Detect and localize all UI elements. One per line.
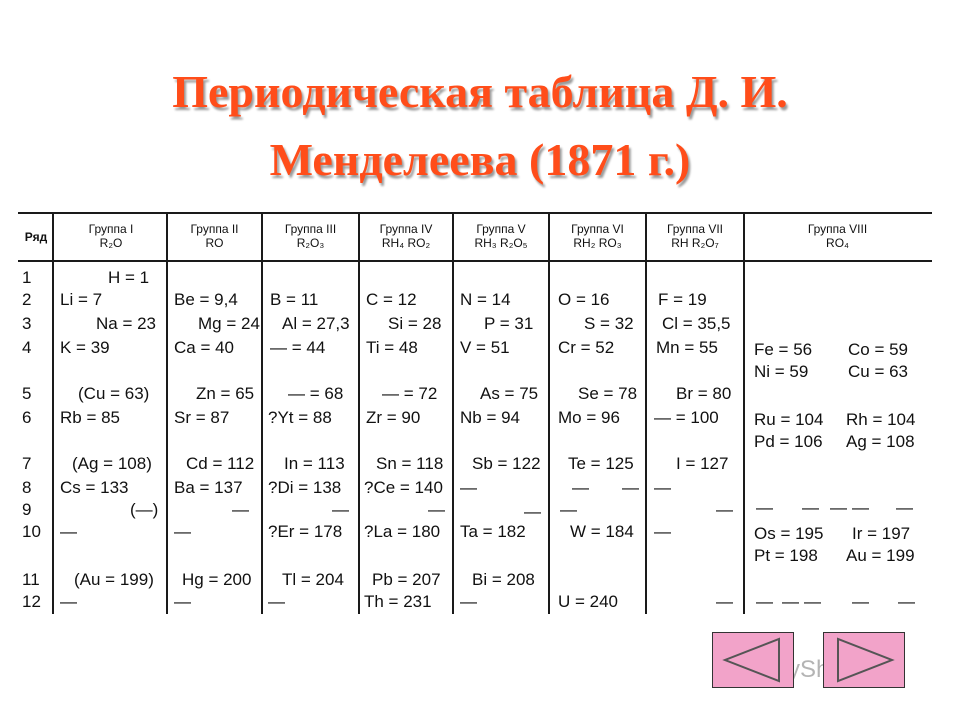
element-cell: Cl = 35,5 — [662, 314, 731, 333]
group-formula: RH₃ R₂O₅ — [474, 236, 528, 250]
element-cell: ?Ce = 140 — [364, 478, 443, 497]
row-number: 3 — [22, 314, 32, 333]
element-cell: Be = 9,4 — [174, 290, 238, 309]
element-cell: Bi = 208 — [472, 570, 535, 589]
element-cell: Ru = 104 — [754, 410, 824, 429]
group-name: Группа IV — [379, 222, 433, 236]
element-cell: — = 68 — [288, 384, 344, 403]
element-cell: As = 75 — [480, 384, 539, 403]
element-cell: — — [898, 592, 915, 611]
element-cell: Rh = 104 — [846, 410, 916, 429]
element-cell: Nb = 94 — [460, 408, 521, 427]
element-cell: — — [716, 592, 733, 611]
element-cell: — — [896, 498, 913, 517]
element-cell: Mn = 55 — [656, 338, 718, 357]
element-cell: — — [460, 592, 477, 611]
element-cell: Ba = 137 — [174, 478, 243, 497]
element-cell: Pb = 207 — [372, 570, 441, 589]
element-cell: Li = 7 — [60, 290, 103, 309]
element-cell: Ti = 48 — [366, 338, 418, 357]
element-cell: — = 44 — [270, 338, 326, 357]
group-name: Группа III — [284, 222, 337, 236]
group-name: Группа I — [88, 222, 134, 236]
group-name: Группа VI — [571, 222, 624, 236]
group-header — [360, 222, 452, 250]
column-divider — [261, 214, 263, 614]
element-cell: Ag = 108 — [846, 432, 915, 451]
element-cell: — — [268, 592, 285, 611]
element-cell: Os = 195 — [754, 524, 824, 543]
element-cell: F = 19 — [658, 290, 707, 309]
group-header — [56, 222, 166, 250]
element-cell: — — [174, 592, 191, 611]
element-cell: — — [332, 500, 349, 519]
group-formula: RH₄ RO₂ — [381, 236, 431, 250]
element-cell: — = 100 — [654, 408, 719, 427]
element-cell: — — [852, 592, 869, 611]
element-cell: — — [756, 498, 773, 517]
group-name: Группа VII — [666, 222, 724, 236]
column-divider — [743, 214, 745, 614]
element-cell: — — [756, 592, 773, 611]
row-number: 11 — [22, 570, 40, 589]
element-cell: ?Di = 138 — [268, 478, 342, 497]
element-cell: Zn = 65 — [196, 384, 255, 403]
element-cell: W = 184 — [570, 522, 634, 541]
element-cell: Co = 59 — [848, 340, 909, 359]
element-cell: (Ag = 108) — [72, 454, 152, 473]
element-cell: Fe = 56 — [754, 340, 813, 359]
element-cell: S = 32 — [584, 314, 634, 333]
element-cell: — = 72 — [382, 384, 438, 403]
row-number: 4 — [22, 338, 32, 357]
slide-title-line2: Менделеева (1871 г.) — [269, 134, 691, 185]
element-cell: Cr = 52 — [558, 338, 615, 357]
element-cell: B = 11 — [270, 290, 319, 309]
element-cell: — — [802, 498, 819, 517]
row-number: 9 — [22, 500, 32, 519]
element-cell: Pd = 106 — [754, 432, 823, 451]
group-header — [263, 222, 358, 250]
element-cell: O = 16 — [558, 290, 610, 309]
element-cell: Cs = 133 — [60, 478, 129, 497]
element-cell: — — [782, 592, 799, 611]
row-number: 1 — [22, 268, 32, 287]
element-cell: (Au = 199) — [74, 570, 154, 589]
group-formula: RH R₂O₇ — [671, 236, 719, 250]
element-cell: — — [232, 500, 249, 519]
column-divider — [452, 214, 454, 614]
element-cell: — — [830, 498, 847, 517]
column-divider — [358, 214, 360, 614]
element-cell: — — [716, 500, 733, 519]
column-divider — [645, 214, 647, 614]
element-cell: — — [524, 502, 541, 521]
element-cell: Ir = 197 — [852, 524, 911, 543]
table-header-rule — [18, 260, 932, 262]
element-cell: Ta = 182 — [460, 522, 526, 541]
element-cell: P = 31 — [484, 314, 534, 333]
previous-slide-button[interactable] — [712, 632, 794, 688]
element-cell: Ni = 59 — [754, 362, 809, 381]
element-cell: Sn = 118 — [376, 454, 444, 473]
element-cell: Na = 23 — [96, 314, 157, 333]
row-number: 2 — [22, 290, 32, 309]
row-number: 10 — [22, 522, 41, 541]
element-cell: — — [654, 522, 671, 541]
element-cell: Au = 199 — [846, 546, 915, 565]
element-cell: C = 12 — [366, 290, 417, 309]
column-divider — [52, 214, 54, 614]
row-number: 7 — [22, 454, 32, 473]
row-number: 6 — [22, 408, 32, 427]
table-top-rule — [18, 212, 932, 214]
element-cell: — — [572, 478, 589, 497]
element-cell: — — [560, 500, 577, 519]
right-triangle-icon — [824, 633, 904, 687]
group-formula: RH₂ RO₃ — [573, 236, 622, 250]
element-cell: ?Yt = 88 — [268, 408, 332, 427]
group-header — [550, 222, 645, 250]
element-cell: K = 39 — [60, 338, 110, 357]
element-cell: Hg = 200 — [182, 570, 252, 589]
element-cell: Te = 125 — [568, 454, 634, 473]
row-number: 8 — [22, 478, 32, 497]
element-cell: — — [428, 500, 445, 519]
element-cell: — — [852, 498, 869, 517]
element-cell: Sr = 87 — [174, 408, 230, 427]
element-cell: — — [622, 478, 639, 497]
group-header — [454, 222, 548, 250]
element-cell: ?La = 180 — [364, 522, 441, 541]
element-cell: In = 113 — [284, 454, 345, 473]
element-cell: — — [654, 478, 671, 497]
group-name: Группа II — [190, 222, 239, 236]
row-number: 5 — [22, 384, 32, 403]
element-cell: Tl = 204 — [282, 570, 344, 589]
element-cell: Mg = 24 — [198, 314, 260, 333]
element-cell: Cd = 112 — [186, 454, 255, 473]
element-cell: (—) — [130, 500, 159, 519]
element-cell: Th = 231 — [364, 592, 432, 611]
row-number-header: Ряд — [24, 230, 48, 244]
element-cell: Ca = 40 — [174, 338, 235, 357]
group-formula: R₂O₃ — [296, 236, 325, 250]
element-cell: H = 1 — [108, 268, 150, 287]
element-cell: I = 127 — [676, 454, 729, 473]
element-cell: Pt = 198 — [754, 546, 818, 565]
slide-title-line1: Периодическая таблица Д. И. — [172, 66, 788, 117]
element-cell: Cu = 63 — [848, 362, 909, 381]
element-cell: — — [60, 592, 77, 611]
element-cell: Al = 27,3 — [282, 314, 350, 333]
element-cell: Se = 78 — [578, 384, 638, 403]
element-cell: (Cu = 63) — [78, 384, 150, 403]
element-cell: — — [174, 522, 191, 541]
column-divider — [548, 214, 550, 614]
element-cell: — — [460, 478, 477, 497]
element-cell: — — [60, 522, 77, 541]
element-cell: V = 51 — [460, 338, 510, 357]
element-cell: Sb = 122 — [472, 454, 541, 473]
element-cell: — — [804, 592, 821, 611]
group-header — [647, 222, 743, 250]
element-cell: N = 14 — [460, 290, 511, 309]
group-formula: R₂O — [99, 236, 123, 250]
element-cell: Rb = 85 — [60, 408, 121, 427]
element-cell: Br = 80 — [676, 384, 732, 403]
group-name: Группа VIII — [807, 222, 868, 236]
group-header — [745, 222, 930, 250]
row-number: 12 — [22, 592, 41, 611]
group-formula: RO — [205, 236, 224, 250]
element-cell: ?Er = 178 — [268, 522, 343, 541]
left-triangle-icon — [713, 633, 793, 687]
element-cell: Si = 28 — [388, 314, 442, 333]
element-cell: Mo = 96 — [558, 408, 620, 427]
column-divider — [166, 214, 168, 614]
element-cell: U = 240 — [558, 592, 619, 611]
element-cell: Zr = 90 — [366, 408, 421, 427]
group-formula: RO₄ — [826, 236, 849, 250]
group-name: Группа V — [476, 222, 526, 236]
next-slide-button[interactable] — [823, 632, 905, 688]
group-header — [168, 222, 261, 250]
